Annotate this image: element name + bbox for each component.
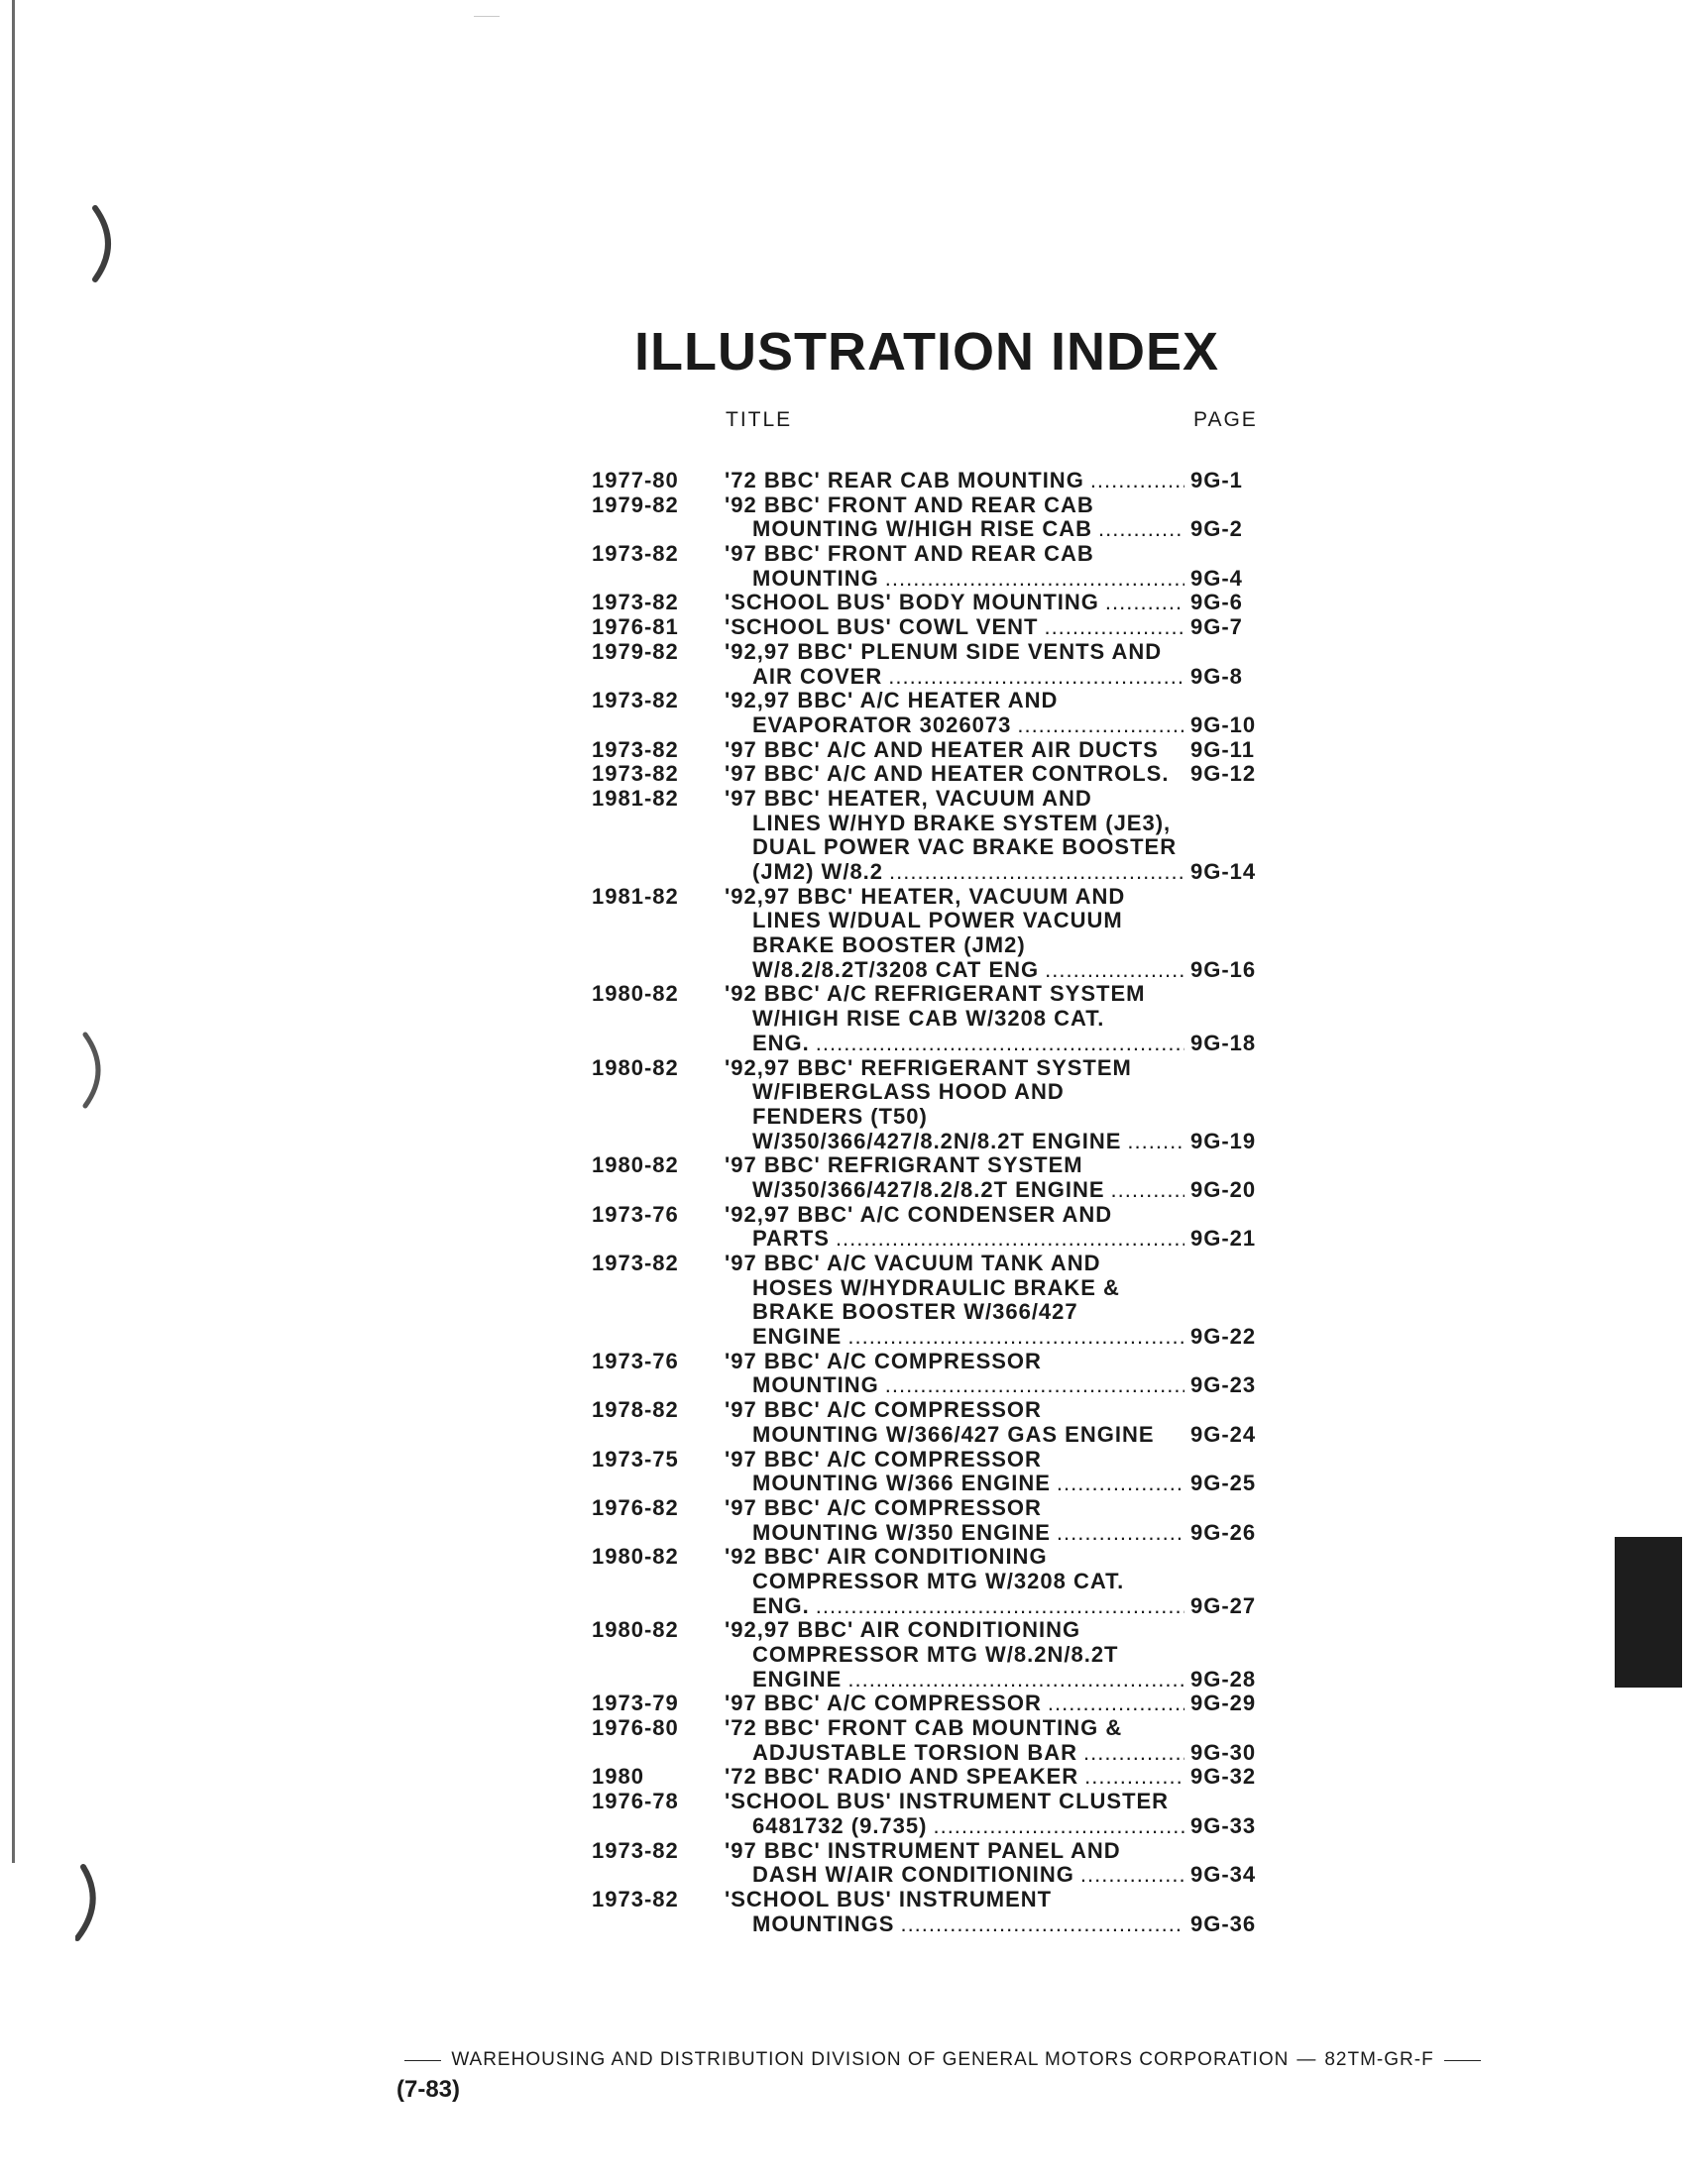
entry-years: 1976-81 (592, 614, 679, 640)
index-entry (592, 591, 1266, 615)
entry-years: 1978-82 (592, 1397, 679, 1423)
entry-title-text: ENG. (752, 1030, 810, 1055)
entry-title (725, 1153, 1266, 1202)
entry-years: 1973-76 (592, 1201, 679, 1227)
entry-page-number: 9G-4 (1190, 565, 1243, 591)
entry-title (725, 640, 1266, 689)
entry-title-line (725, 713, 1266, 738)
entry-title-text: MOUNTING W/366 ENGINE (752, 1471, 1051, 1496)
entry-page-number: 9G-16 (1190, 956, 1257, 982)
entry-title-line (725, 982, 1266, 1007)
page-title: ILLUSTRATION INDEX (634, 322, 1219, 382)
entry-title-line (725, 1790, 1266, 1814)
entry-page-number: 9G-8 (1190, 663, 1243, 689)
entry-title-line (725, 835, 1266, 860)
entry-title-line (725, 517, 1266, 542)
dot-leader (900, 1912, 1184, 1937)
index-entry (592, 1765, 1266, 1790)
entry-title-line (725, 591, 1266, 615)
entry-title (725, 1056, 1266, 1154)
entry-title (725, 1618, 1266, 1692)
entry-title-text: LINES W/DUAL POWER VACUUM (752, 908, 1123, 933)
entry-title-line (725, 1472, 1266, 1496)
entry-title-line (725, 860, 1266, 885)
index-entry (592, 1448, 1266, 1496)
dot-leader (1048, 1692, 1184, 1716)
entry-page-number: 9G-28 (1190, 1666, 1257, 1692)
entry-title-line (725, 1912, 1266, 1937)
entry-page-number: 9G-25 (1190, 1471, 1257, 1496)
entry-title-line (725, 909, 1266, 933)
entry-years: 1981-82 (592, 785, 679, 811)
entry-title (725, 1790, 1266, 1838)
entry-title-line (725, 1668, 1266, 1693)
entry-page-number: 9G-19 (1190, 1128, 1257, 1153)
dot-leader (1045, 958, 1184, 983)
binder-hole-mark-icon (91, 204, 121, 283)
entry-title-text: MOUNTING W/350 ENGINE (752, 1519, 1051, 1545)
dot-leader (888, 665, 1184, 690)
entry-title-line (725, 567, 1266, 592)
entry-page-number: 9G-22 (1190, 1324, 1257, 1350)
column-header-title: TITLE (726, 408, 793, 431)
index-entry (592, 1056, 1266, 1154)
dot-leader (1017, 713, 1184, 738)
index-entry (592, 982, 1266, 1055)
footer-rule (1444, 2060, 1481, 2061)
index-entry (592, 1252, 1266, 1350)
entry-title-text: '92,97 BBC' A/C HEATER AND (725, 688, 1059, 713)
entry-title-line (725, 933, 1266, 958)
entry-title-line (725, 1643, 1266, 1668)
entry-years: 1976-80 (592, 1715, 679, 1741)
index-entry (592, 469, 1266, 493)
entry-title (725, 469, 1266, 493)
entry-title (725, 787, 1266, 885)
entry-title-text: '72 BBC' REAR CAB MOUNTING (725, 468, 1084, 492)
entry-years: 1973-82 (592, 1251, 679, 1275)
index-entry (592, 1888, 1266, 1936)
entry-title-text: COMPRESSOR MTG W/3208 CAT. (752, 1568, 1125, 1593)
entry-title-line (725, 1276, 1266, 1301)
entry-title-text: EVAPORATOR 3026073 (752, 711, 1012, 737)
entry-title-line (725, 1373, 1266, 1398)
entry-title-line (725, 1325, 1266, 1350)
entry-title (725, 885, 1266, 983)
entry-title (725, 689, 1266, 737)
entry-title-text: '97 BBC' A/C VACUUM TANK AND (725, 1251, 1101, 1275)
dot-leader (1083, 1741, 1184, 1766)
entry-years: 1980-82 (592, 1152, 679, 1178)
entry-title-line (725, 1570, 1266, 1594)
entry-title-text: DASH W/AIR CONDITIONING (752, 1862, 1074, 1888)
entry-title-line (725, 1007, 1266, 1032)
entry-page-number: 9G-26 (1190, 1519, 1257, 1545)
entry-page-number: 9G-14 (1190, 859, 1257, 884)
entry-title-line (725, 1618, 1266, 1643)
entry-title-text: MOUNTING (752, 565, 879, 591)
entry-title-text: ENGINE (752, 1666, 843, 1692)
entry-title-text: '92,97 BBC' AIR CONDITIONING (725, 1617, 1081, 1643)
entry-years: 1973-82 (592, 736, 679, 762)
dot-leader (847, 1668, 1184, 1693)
entry-page-number: 9G-36 (1190, 1911, 1257, 1936)
entry-page-number: 9G-30 (1190, 1739, 1257, 1765)
entry-title-text: BRAKE BOOSTER W/366/427 (752, 1299, 1078, 1325)
entry-title-line (725, 762, 1266, 787)
entry-title (725, 762, 1266, 787)
scan-mark (474, 16, 500, 17)
entry-title-text: ENGINE (752, 1324, 843, 1350)
entry-page-number: 9G-29 (1190, 1691, 1257, 1716)
entry-title-line (725, 1545, 1266, 1570)
entry-years: 1981-82 (592, 883, 679, 909)
dot-leader (1127, 1130, 1184, 1154)
entry-years: 1980-82 (592, 1617, 679, 1643)
entry-title-line (725, 1300, 1266, 1325)
entry-title-line (725, 812, 1266, 836)
entry-title-line (725, 665, 1266, 690)
entry-title-text: 'SCHOOL BUS' COWL VENT (725, 614, 1039, 640)
entry-page-number: 9G-20 (1190, 1176, 1257, 1202)
entry-title-line (725, 1814, 1266, 1839)
entry-years: 1976-78 (592, 1789, 679, 1814)
entry-title (725, 1448, 1266, 1496)
entry-years: 1977-80 (592, 468, 679, 492)
entry-title-text: 'SCHOOL BUS' INSTRUMENT CLUSTER (725, 1789, 1170, 1814)
entry-title-text: '72 BBC' FRONT CAB MOUNTING & (725, 1715, 1123, 1741)
dot-leader (885, 1373, 1184, 1398)
column-header-page: PAGE (1193, 408, 1258, 431)
entry-page-number: 9G-21 (1190, 1226, 1257, 1252)
entry-years: 1976-82 (592, 1494, 679, 1520)
entry-title-text: MOUNTINGS (752, 1911, 895, 1936)
entry-title (725, 1252, 1266, 1350)
entry-page-number: 9G-10 (1190, 711, 1257, 737)
entry-title-line (725, 1863, 1266, 1888)
entry-title-text: 'SCHOOL BUS' INSTRUMENT (725, 1886, 1053, 1911)
entry-title-line (725, 958, 1266, 983)
footer-code: 82TM-GR-F (1324, 2049, 1434, 2070)
entry-years: 1973-82 (592, 688, 679, 713)
entry-title-line (725, 1423, 1266, 1448)
index-entry (592, 1716, 1266, 1765)
entry-title-text: HOSES W/HYDRAULIC BRAKE & (752, 1274, 1120, 1300)
entry-title-text: W/FIBERGLASS HOOD AND (752, 1079, 1065, 1105)
index-entry (592, 787, 1266, 885)
entry-title-text: W/HIGH RISE CAB W/3208 CAT. (752, 1006, 1105, 1032)
entry-years: 1973-82 (592, 590, 679, 615)
index-entry (592, 885, 1266, 983)
entry-title-line (725, 640, 1266, 665)
entry-title (725, 1203, 1266, 1252)
entry-title-line (725, 1496, 1266, 1521)
entry-title-text: LINES W/HYD BRAKE SYSTEM (JE3), (752, 810, 1172, 835)
dot-leader (889, 860, 1184, 885)
entry-title-line (725, 542, 1266, 567)
entry-title-line (725, 1692, 1266, 1716)
entry-years: 1973-82 (592, 1886, 679, 1911)
entry-title-text: '92,97 BBC' HEATER, VACUUM AND (725, 883, 1126, 909)
entry-title (725, 542, 1266, 591)
entry-page-number: 9G-34 (1190, 1862, 1257, 1888)
entry-title-line (725, 1888, 1266, 1912)
entry-page-number: 9G-7 (1190, 614, 1243, 640)
entry-title-text: W/8.2/8.2T/3208 CAT ENG (752, 956, 1040, 982)
footer-text: WAREHOUSING AND DISTRIBUTION DIVISION OF GENERAL MOTORS CORPORATION (451, 2049, 1290, 2070)
entry-title-text: '92,97 BBC' PLENUM SIDE VENTS AND (725, 638, 1163, 664)
entry-years: 1979-82 (592, 491, 679, 517)
index-entry (592, 1203, 1266, 1252)
entry-title-text: '97 BBC' A/C COMPRESSOR (725, 1397, 1042, 1423)
entry-title-text: '97 BBC' A/C COMPRESSOR (725, 1494, 1042, 1520)
entry-title-line (725, 1032, 1266, 1056)
entry-title (725, 1350, 1266, 1398)
entry-page-number: 9G-11 (1190, 736, 1255, 762)
entry-title-text: AIR COVER (752, 663, 883, 689)
dot-leader (933, 1814, 1184, 1839)
entry-title-text: W/350/366/427/8.2N/8.2T ENGINE (752, 1128, 1122, 1153)
dot-leader (1084, 1765, 1184, 1790)
entry-years: 1980-82 (592, 981, 679, 1007)
entry-title (725, 982, 1266, 1055)
entry-years: 1973-76 (592, 1348, 679, 1373)
entry-title-line (725, 1105, 1266, 1130)
entry-title-text: ADJUSTABLE TORSION BAR (752, 1739, 1077, 1765)
index-entry (592, 615, 1266, 640)
entry-page-number: 9G-18 (1190, 1030, 1257, 1055)
entry-title (725, 1765, 1266, 1790)
entry-title-text: '92 BBC' A/C REFRIGERANT SYSTEM (725, 981, 1146, 1007)
index-entry (592, 738, 1266, 763)
entry-title-line (725, 1448, 1266, 1473)
dot-leader (1080, 1863, 1184, 1888)
entry-title-text: MOUNTING (752, 1372, 879, 1398)
entry-title-text: (JM2) W/8.2 (752, 859, 884, 884)
entry-title-line (725, 1130, 1266, 1154)
entry-title-text: '92,97 BBC' REFRIGERANT SYSTEM (725, 1054, 1132, 1080)
dot-leader (1057, 1472, 1184, 1496)
index-entry (592, 493, 1266, 542)
dot-leader (1105, 591, 1184, 615)
entry-title-line (725, 1741, 1266, 1766)
entry-page-number: 9G-23 (1190, 1372, 1257, 1398)
index-entry (592, 542, 1266, 591)
entry-title-line (725, 1765, 1266, 1790)
footer (395, 2049, 1491, 2071)
entry-title-text: PARTS (752, 1226, 830, 1252)
dot-leader (1090, 469, 1184, 493)
entry-title-text: COMPRESSOR MTG W/8.2N/8.2T (752, 1642, 1119, 1667)
entry-title-text: '97 BBC' A/C AND HEATER CONTROLS. (725, 761, 1170, 787)
entry-title (725, 493, 1266, 542)
entry-title-line (725, 469, 1266, 493)
dot-leader (816, 1594, 1184, 1619)
footer-rule (404, 2060, 441, 2061)
dot-leader (816, 1032, 1184, 1056)
entry-title-text: 6481732 (9.735) (752, 1812, 928, 1838)
entry-years: 1973-82 (592, 541, 679, 567)
dot-leader (1057, 1521, 1184, 1546)
entry-title-line (725, 493, 1266, 518)
entry-page-number: 9G-33 (1190, 1812, 1257, 1838)
entry-title-line (725, 1594, 1266, 1619)
entry-title-line (725, 689, 1266, 713)
entry-title (725, 1692, 1266, 1716)
entry-title-line (725, 1203, 1266, 1228)
entry-title-line (725, 1227, 1266, 1252)
index-entry (592, 762, 1266, 787)
entry-title-text: '97 BBC' A/C COMPRESSOR (725, 1691, 1042, 1716)
index-entry (592, 1839, 1266, 1888)
index-entry (592, 1496, 1266, 1545)
binder-hole-mark-icon (81, 1031, 111, 1110)
entry-title-text: '72 BBC' RADIO AND SPEAKER (725, 1764, 1079, 1790)
dot-leader (885, 567, 1184, 592)
entry-title-text: W/350/366/427/8.2/8.2T ENGINE (752, 1176, 1105, 1202)
entry-title-line (725, 1252, 1266, 1276)
entry-page-number: 9G-32 (1190, 1764, 1257, 1790)
entry-title-text: '92 BBC' AIR CONDITIONING (725, 1544, 1048, 1570)
dot-leader (1098, 517, 1184, 542)
entry-years: 1973-75 (592, 1446, 679, 1472)
entry-title-text: 'SCHOOL BUS' BODY MOUNTING (725, 590, 1099, 615)
entry-years: 1980 (592, 1764, 644, 1790)
revision-date: (7-83) (396, 2076, 461, 2103)
entry-title-text: '97 BBC' INSTRUMENT PANEL AND (725, 1837, 1121, 1863)
entry-title-text: DUAL POWER VAC BRAKE BOOSTER (752, 834, 1178, 860)
entry-title-text: ENG. (752, 1592, 810, 1618)
entry-title-line (725, 1839, 1266, 1864)
entry-title-text: '92 BBC' FRONT AND REAR CAB (725, 491, 1094, 517)
dot-leader (847, 1325, 1184, 1350)
index-entry (592, 689, 1266, 737)
entry-page-number: 9G-2 (1190, 516, 1243, 542)
entry-title-line (725, 1178, 1266, 1203)
entry-title-text: MOUNTING W/366/427 GAS ENGINE (752, 1421, 1155, 1447)
entry-title-text: '97 BBC' A/C AND HEATER AIR DUCTS (725, 736, 1159, 762)
entry-title (725, 1716, 1266, 1765)
entry-title-line (725, 615, 1266, 640)
index-entry (592, 1790, 1266, 1838)
entry-title-line (725, 738, 1266, 763)
binder-hole-mark-icon (75, 1863, 105, 1942)
entry-title (725, 1839, 1266, 1888)
dot-leader (1111, 1178, 1184, 1203)
entry-title (725, 615, 1266, 640)
entry-title-line (725, 1398, 1266, 1423)
entry-page-number: 9G-1 (1190, 468, 1243, 492)
footer-separator: — (1296, 2049, 1317, 2070)
entry-title-line (725, 787, 1266, 812)
section-tab-marker (1615, 1537, 1682, 1688)
entry-title-line (725, 1153, 1266, 1178)
entry-title-text: '97 BBC' A/C COMPRESSOR (725, 1446, 1042, 1472)
entry-title-text: '97 BBC' A/C COMPRESSOR (725, 1348, 1042, 1373)
illustration-index-list (592, 469, 1266, 1936)
entry-title-text: FENDERS (T50) (752, 1103, 928, 1129)
entry-page-number: 9G-12 (1190, 761, 1257, 787)
entry-title (725, 1496, 1266, 1545)
entry-title (725, 1545, 1266, 1618)
entry-title (725, 738, 1266, 763)
entry-title-text: '97 BBC' REFRIGRANT SYSTEM (725, 1152, 1083, 1178)
entry-title (725, 591, 1266, 615)
entry-title-text: BRAKE BOOSTER (JM2) (752, 932, 1026, 958)
index-entry (592, 1350, 1266, 1398)
index-entry (592, 1153, 1266, 1202)
entry-page-number: 9G-24 (1190, 1421, 1257, 1447)
dot-leader (1044, 615, 1184, 640)
entry-years: 1980-82 (592, 1054, 679, 1080)
entry-years: 1973-82 (592, 761, 679, 787)
index-entry (592, 1618, 1266, 1692)
entry-title-line (725, 1350, 1266, 1374)
entry-title-line (725, 1080, 1266, 1105)
entry-title-line (725, 885, 1266, 910)
dot-leader (836, 1227, 1184, 1252)
index-entry (592, 1692, 1266, 1716)
entry-title (725, 1398, 1266, 1447)
entry-title-text: '97 BBC' FRONT AND REAR CAB (725, 541, 1094, 567)
entry-title-line (725, 1716, 1266, 1741)
entry-years: 1973-79 (592, 1691, 679, 1716)
entry-years: 1980-82 (592, 1544, 679, 1570)
entry-years: 1979-82 (592, 638, 679, 664)
entry-title-text: MOUNTING W/HIGH RISE CAB (752, 516, 1092, 542)
index-entry (592, 1398, 1266, 1447)
entry-title-line (725, 1056, 1266, 1081)
entry-page-number: 9G-27 (1190, 1592, 1257, 1618)
entry-years: 1973-82 (592, 1837, 679, 1863)
entry-title (725, 1888, 1266, 1936)
index-entry (592, 1545, 1266, 1618)
entry-title-text: '97 BBC' HEATER, VACUUM AND (725, 785, 1092, 811)
entry-title-line (725, 1521, 1266, 1546)
entry-title-text: '92,97 BBC' A/C CONDENSER AND (725, 1201, 1113, 1227)
entry-page-number: 9G-6 (1190, 590, 1243, 615)
index-entry (592, 640, 1266, 689)
page-edge-shadow (12, 0, 15, 1863)
